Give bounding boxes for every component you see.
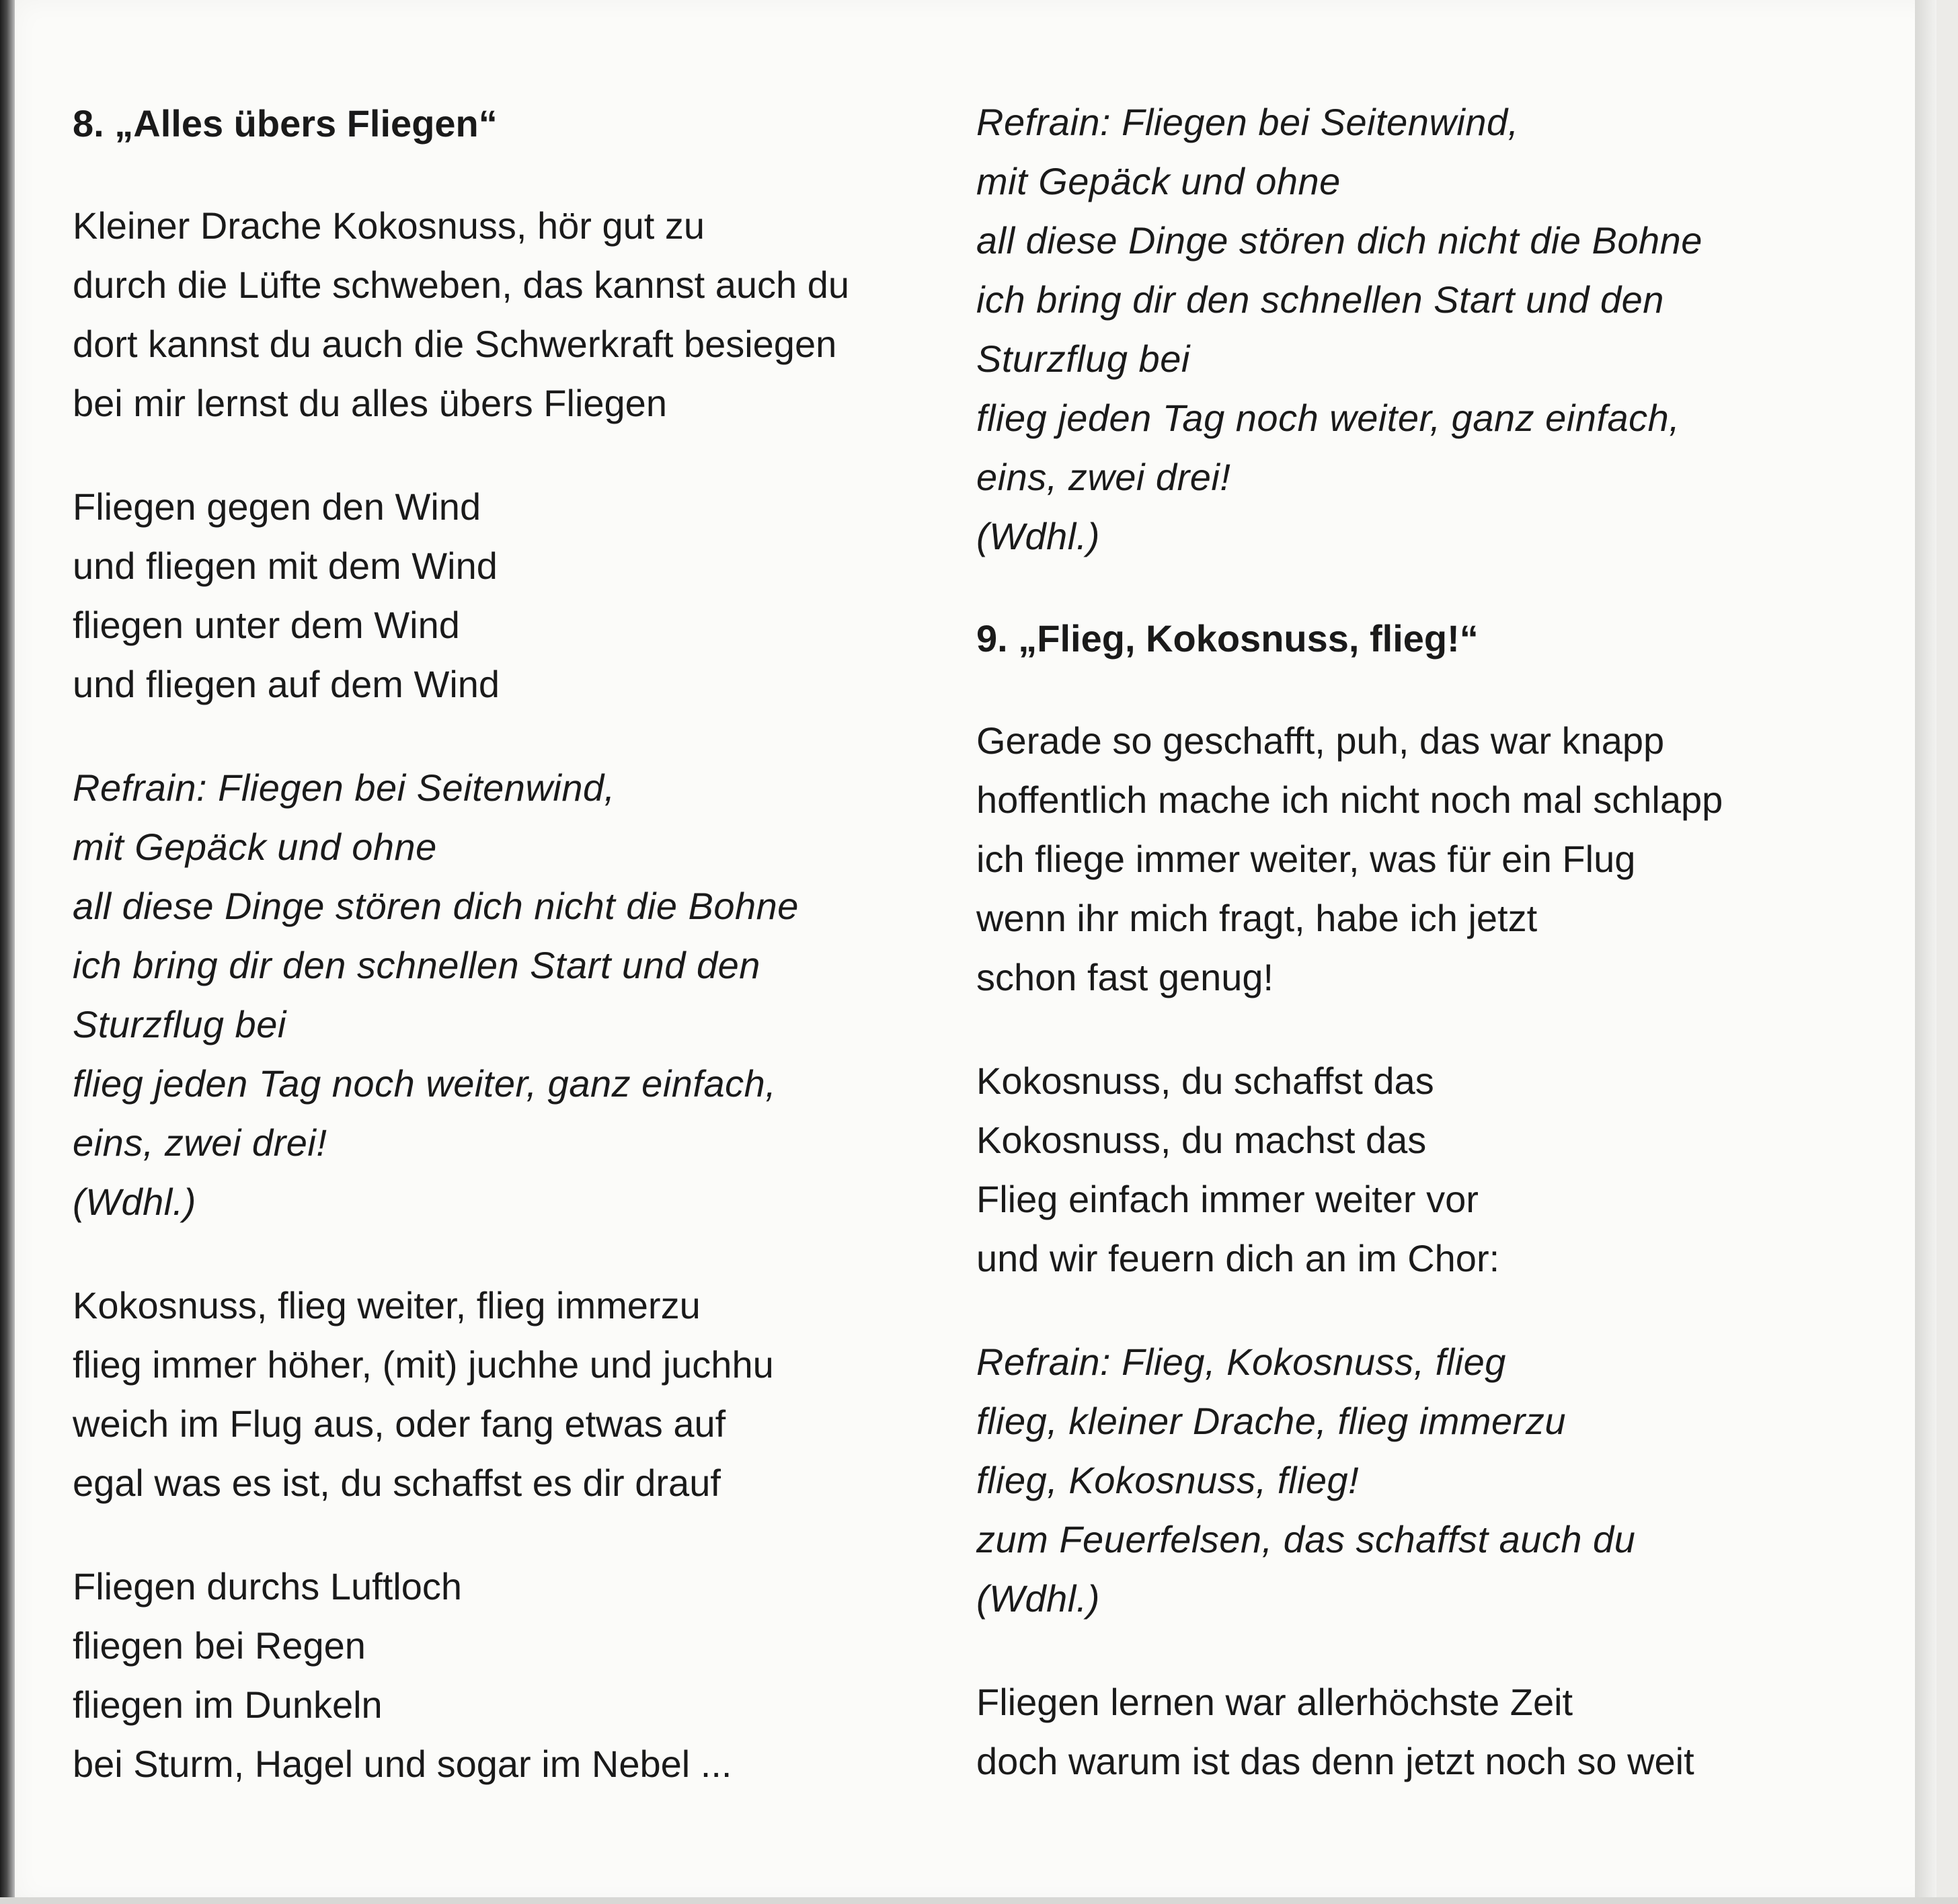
- refrain-line: all diese Dinge stören dich nicht die Bohne: [73, 885, 799, 927]
- left-lyrics-column: [73, 94, 947, 1794]
- refrain-line: eins, zwei drei!: [73, 1121, 327, 1164]
- lyric-line: wenn ihr mich fragt, habe ich jetzt: [976, 897, 1538, 939]
- lyric-line: Fliegen durchs Luftloch: [73, 1565, 463, 1608]
- verse-block: [73, 1557, 947, 1794]
- verse-block: [976, 1052, 1904, 1288]
- refrain-line: (Wdhl.): [976, 1577, 1100, 1620]
- right-lyrics-column: [976, 93, 1904, 1791]
- lyric-line: egal was es ist, du schaffst es dir drauf: [73, 1462, 721, 1504]
- lyric-line: weich im Flug aus, oder fang etwas auf: [73, 1402, 726, 1445]
- refrain-line: mit Gepäck und ohne: [976, 160, 1341, 202]
- lyric-line: doch warum ist das denn jetzt noch so weit: [976, 1740, 1694, 1782]
- verse-block: [976, 1673, 1904, 1791]
- refrain-line: Refrain: Fliegen bei Seitenwind,: [976, 101, 1519, 143]
- refrain-line: ich bring dir den schnellen Start und den: [976, 278, 1664, 321]
- verse-block: [73, 1276, 947, 1513]
- lyric-line: schon fast genug!: [976, 956, 1274, 998]
- lyric-line: Fliegen gegen den Wind: [73, 485, 481, 528]
- refrain-line: flieg, kleiner Drache, flieg immerzu: [976, 1400, 1566, 1442]
- verse-block: [976, 711, 1904, 1007]
- refrain-line: (Wdhl.): [73, 1181, 196, 1223]
- lyric-line: und fliegen auf dem Wind: [73, 663, 500, 705]
- refrain-line: ich bring dir den schnellen Start und den: [73, 944, 760, 986]
- refrain-line: flieg, Kokosnuss, flieg!: [976, 1459, 1360, 1501]
- lyric-line: ich fliege immer weiter, was für ein Flug: [976, 838, 1636, 880]
- lyric-line: Fliegen lernen war allerhöchste Zeit: [976, 1681, 1573, 1723]
- refrain-line: all diese Dinge stören dich nicht die Bohne: [976, 219, 1702, 262]
- refrain-line: Sturzflug bei: [976, 338, 1190, 380]
- lyric-line: Flieg einfach immer weiter vor: [976, 1178, 1479, 1220]
- song-title-8: 8. „Alles übers Fliegen“: [73, 102, 498, 145]
- verse-block: [73, 477, 947, 714]
- refrain-line: Refrain: Fliegen bei Seitenwind,: [73, 766, 615, 809]
- page-spine-edge: [0, 0, 15, 1904]
- refrain-line: Refrain: Flieg, Kokosnuss, flieg: [976, 1341, 1506, 1383]
- lyric-line: hoffentlich mache ich nicht noch mal schlapp: [976, 779, 1723, 821]
- lyric-line: dort kannst du auch die Schwerkraft besiegen: [73, 323, 837, 365]
- verse-block: [73, 196, 947, 433]
- refrain-line: mit Gepäck und ohne: [73, 826, 437, 868]
- page-right-edge: [1915, 0, 1936, 1904]
- lyric-line: Kokosnuss, du machst das: [976, 1119, 1427, 1161]
- lyric-line: durch die Lüfte schweben, das kannst auch du: [73, 264, 849, 306]
- lyric-line: bei Sturm, Hagel und sogar im Nebel ...: [73, 1743, 732, 1785]
- refrain-block: [976, 93, 1904, 566]
- song-title-9: 9. „Flieg, Kokosnuss, flieg!“: [976, 617, 1479, 660]
- lyric-line: Kokosnuss, du schaffst das: [976, 1060, 1434, 1102]
- lyric-line: Kokosnuss, flieg weiter, flieg immerzu: [73, 1284, 701, 1326]
- lyric-line: fliegen bei Regen: [73, 1624, 366, 1667]
- lyric-line: fliegen im Dunkeln: [73, 1683, 383, 1726]
- lyric-line: und fliegen mit dem Wind: [73, 545, 498, 587]
- refrain-line: eins, zwei drei!: [976, 456, 1231, 498]
- refrain-block: [73, 758, 947, 1232]
- lyric-line: Gerade so geschafft, puh, das war knapp: [976, 719, 1665, 762]
- refrain-line: Sturzflug bei: [73, 1003, 286, 1045]
- refrain-line: zum Feuerfelsen, das schaffst auch du: [976, 1518, 1636, 1560]
- page-bottom-edge: [0, 1897, 1958, 1904]
- lyric-line: fliegen unter dem Wind: [73, 604, 460, 646]
- refrain-block: [976, 1333, 1904, 1628]
- lyric-line: und wir feuern dich an im Chor:: [976, 1237, 1500, 1279]
- lyric-line: bei mir lernst du alles übers Fliegen: [73, 382, 667, 424]
- lyric-line: flieg immer höher, (mit) juchhe und juchhu: [73, 1343, 774, 1386]
- refrain-line: flieg jeden Tag noch weiter, ganz einfach,: [73, 1062, 777, 1105]
- refrain-line: (Wdhl.): [976, 515, 1100, 557]
- lyric-line: Kleiner Drache Kokosnuss, hör gut zu: [73, 204, 705, 247]
- refrain-line: flieg jeden Tag noch weiter, ganz einfach,: [976, 397, 1680, 439]
